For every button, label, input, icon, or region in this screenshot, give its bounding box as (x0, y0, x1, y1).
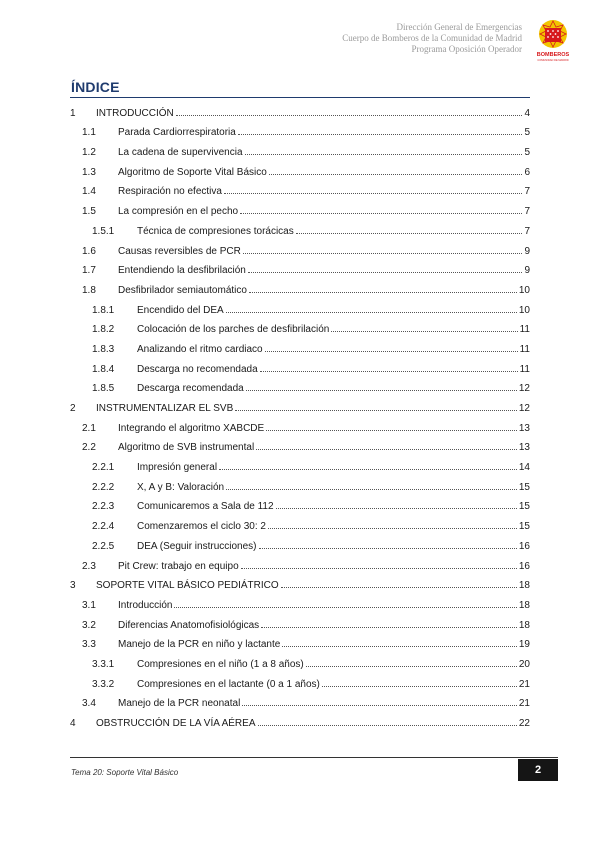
toc-entry-leader (269, 174, 523, 175)
toc-entry[interactable] (70, 493, 530, 513)
toc-entry-page: 21 (518, 698, 530, 710)
toc-entry-title: Impresión general (137, 462, 218, 474)
toc-entry[interactable] (70, 512, 530, 532)
toc-entry-number: 1.7 (82, 265, 96, 277)
toc-entry-leader (249, 292, 517, 293)
toc-entry-leader (306, 666, 517, 667)
toc-entry[interactable] (70, 473, 530, 493)
logo-subtext: COMUNIDAD DE MADRID (537, 59, 569, 62)
toc-entry-title: Pit Crew: trabajo en equipo (118, 560, 239, 572)
toc-entry-page: 11 (519, 324, 530, 336)
toc-entry-title: Introducción (118, 599, 173, 611)
toc-entry-leader (259, 548, 517, 549)
toc-entry-number: 2.2 (82, 442, 96, 454)
toc-entry-number: 3.4 (82, 698, 96, 710)
toc-entry-page: 14 (518, 462, 530, 474)
toc-entry-title: Colocación de los parches de desfibrilación (137, 324, 330, 336)
toc-entry[interactable] (70, 552, 530, 572)
toc-entry-leader (282, 646, 517, 647)
toc-entry[interactable] (70, 99, 530, 119)
toc-entry-number: 2.2.1 (92, 462, 115, 474)
toc-heading: ÍNDICE (71, 79, 120, 95)
toc-entry-page: 21 (518, 678, 530, 690)
toc-entry-number: 1.8.5 (92, 383, 115, 395)
toc-entry-leader (224, 193, 522, 194)
toc-entry-page: 10 (518, 284, 530, 296)
toc-entry-title: Respiración no efectiva (118, 186, 222, 198)
toc-entry-title: Algoritmo de SVB instrumental (118, 442, 255, 454)
toc-entry[interactable] (70, 709, 530, 729)
toc-entry-leader (260, 371, 518, 372)
toc-entry-page: 22 (518, 718, 530, 729)
toc-entry-page: 12 (518, 383, 530, 395)
toc-entry-title: Analizando el ritmo cardiaco (137, 343, 263, 355)
header-line-1: Dirección General de Emergencias (396, 22, 522, 32)
toc-entry-page: 6 (524, 166, 530, 178)
toc-entry-page: 11 (519, 343, 530, 355)
toc-entry-number: 1.5.1 (92, 225, 115, 237)
toc-entry-page: 12 (518, 403, 530, 414)
toc-entry-title: Encendido del DEA (137, 304, 224, 316)
logo-text: BOMBEROS (536, 52, 570, 58)
toc-entry[interactable] (70, 257, 530, 277)
toc-entry-title: DEA (Seguir instrucciones) (137, 540, 257, 552)
toc-entry-number: 4 (70, 718, 76, 729)
toc-entry-leader (245, 154, 523, 155)
toc-entry-leader (235, 410, 517, 411)
toc-entry-page: 9 (524, 245, 530, 257)
toc-entry[interactable] (70, 591, 530, 611)
toc-entry[interactable] (70, 453, 530, 473)
toc-entry-number: 2 (70, 403, 76, 414)
toc-entry-page: 18 (518, 580, 530, 592)
toc-entry-number: 1.5 (82, 206, 96, 218)
toc-entry-number: 2.2.3 (92, 501, 115, 513)
toc-entry-title: X, A y B: Valoración (137, 481, 225, 493)
footer-rule (70, 757, 558, 758)
toc-entry[interactable] (70, 197, 530, 217)
toc-entry-number: 1.8.3 (92, 343, 115, 355)
toc-entry-page: 5 (524, 127, 530, 139)
toc-entry-title: Compresiones en el lactante (0 a 1 años) (137, 678, 320, 690)
toc-entry-leader (258, 725, 517, 726)
toc-entry-number: 3.1 (82, 599, 96, 611)
toc-entry-page: 16 (518, 540, 530, 552)
toc-entry-number: 1.6 (82, 245, 96, 257)
toc-entry-leader (256, 449, 517, 450)
toc-entry-page: 15 (518, 501, 530, 513)
bomberos-logo-icon (533, 18, 573, 64)
header-line-3: Programa Oposición Operador (411, 44, 522, 54)
toc-entry-page: 7 (524, 225, 530, 237)
toc-entry[interactable] (70, 158, 530, 178)
toc-entry-page: 13 (518, 442, 530, 454)
toc-entry-page: 5 (524, 147, 530, 159)
toc-entry-leader (266, 430, 517, 431)
toc-entry-number: 1.1 (82, 127, 96, 139)
toc-entry-leader (246, 390, 517, 391)
toc-entry-leader (226, 312, 517, 313)
toc-entry-page: 18 (518, 599, 530, 611)
toc-entry[interactable] (70, 296, 530, 316)
toc-entry-number: 2.3 (82, 560, 96, 572)
toc-entry-leader (226, 489, 517, 490)
toc-entry-title: Diferencias Anatomofisiológicas (118, 619, 260, 631)
toc-entry-number: 1.3 (82, 166, 96, 178)
toc-entry-leader (276, 508, 517, 509)
toc-entry[interactable] (70, 434, 530, 454)
toc-entry-leader (174, 607, 516, 608)
toc-entry[interactable] (70, 650, 530, 670)
toc-entry-title: INSTRUMENTALIZAR EL SVB (96, 403, 234, 414)
toc-entry[interactable] (70, 178, 530, 198)
toc-entry-page: 15 (518, 521, 530, 533)
toc-entry-number: 2.1 (82, 422, 96, 434)
toc-entry-title: Técnica de compresiones torácicas (137, 225, 294, 237)
toc-entry-title: Compresiones en el niño (1 a 8 años) (137, 658, 304, 670)
toc-entry-title: Descarga recomendada (137, 383, 244, 395)
toc-entry-number: 1.8.4 (92, 363, 115, 375)
toc-entry-number: 1.2 (82, 147, 96, 159)
toc-entry-number: 3.2 (82, 619, 96, 631)
toc-entry[interactable] (70, 414, 530, 434)
toc-entry-title: Desfibrilador semiautomático (118, 284, 247, 296)
toc-entry-leader (296, 233, 523, 234)
toc-entry-page: 4 (524, 107, 530, 119)
toc-entry[interactable] (70, 631, 530, 651)
toc-entry-page: 10 (518, 304, 530, 316)
toc-entry-number: 1 (70, 107, 76, 119)
toc-entry-page: 11 (519, 363, 530, 375)
toc-entry-number: 1.8.1 (92, 304, 115, 316)
toc-entry-number: 3.3.2 (92, 678, 115, 690)
toc-entry-leader (238, 134, 523, 135)
toc-entry[interactable] (70, 611, 530, 631)
toc-entry[interactable] (70, 532, 530, 552)
toc-entry[interactable] (70, 394, 530, 414)
toc-entry-title: La cadena de supervivencia (118, 147, 243, 159)
toc-entry-leader (243, 253, 523, 254)
toc-entry-title: Comenzaremos el ciclo 30: 2 (137, 521, 266, 533)
header-line-2: Cuerpo de Bomberos de la Comunidad de Madrid (342, 33, 522, 43)
toc-entry-title: Comunicaremos a Sala de 112 (137, 501, 274, 513)
toc-entry-number: 1.8.2 (92, 324, 115, 336)
toc-entry-title: OBSTRUCCIÓN DE LA VÍA AÉREA (96, 718, 256, 729)
toc-entry-leader (331, 331, 517, 332)
toc-entry[interactable] (70, 138, 530, 158)
toc-entry[interactable] (70, 119, 530, 139)
toc-entry[interactable] (70, 335, 530, 355)
toc-entry-leader (241, 568, 517, 569)
toc-entry-title: Parada Cardiorrespiratoria (118, 127, 236, 139)
toc-entry[interactable] (70, 355, 530, 375)
toc-entry-leader (248, 272, 523, 273)
toc-entry-leader (176, 115, 523, 116)
toc-entry-leader (265, 351, 518, 352)
toc-entry-title: Causas reversibles de PCR (118, 245, 241, 257)
toc-entry-leader (219, 469, 517, 470)
toc-entry-leader (322, 686, 517, 687)
toc-entry[interactable] (70, 670, 530, 690)
toc-entry[interactable] (70, 316, 530, 336)
toc-entry-title: Manejo de la PCR neonatal (118, 698, 241, 710)
toc-entry-title: Entendiendo la desfibrilación (118, 265, 246, 277)
toc-entry[interactable] (70, 375, 530, 395)
toc-entry-title: Manejo de la PCR en niño y lactante (118, 639, 281, 651)
toc-entry-number: 3.3 (82, 639, 96, 651)
toc-entry-number: 3 (70, 580, 76, 592)
toc-entry-leader (261, 627, 517, 628)
toc-entry-number: 3.3.1 (92, 658, 115, 670)
toc-entry-page: 16 (518, 560, 530, 572)
toc-entry-page: 18 (518, 619, 530, 631)
toc-entry-page: 7 (524, 186, 530, 198)
page-number: 2 (518, 759, 558, 781)
toc-entry-leader (281, 587, 517, 588)
toc-entry[interactable] (70, 572, 530, 592)
toc-entry-number: 2.2.4 (92, 521, 115, 533)
toc-entry-title: La compresión en el pecho (118, 206, 239, 218)
toc-entry-number: 2.2.5 (92, 540, 115, 552)
toc-entry[interactable] (70, 237, 530, 257)
table-of-contents (70, 99, 530, 729)
toc-entry-page: 19 (518, 639, 530, 651)
toc-entry-page: 20 (518, 658, 530, 670)
toc-entry-title: Descarga no recomendada (137, 363, 258, 375)
toc-entry-leader (242, 705, 517, 706)
toc-entry-title: SOPORTE VITAL BÁSICO PEDIÁTRICO (96, 580, 279, 592)
toc-entry-title: Algoritmo de Soporte Vital Básico (118, 166, 267, 178)
toc-entry-number: 1.8 (82, 284, 96, 296)
toc-entry-leader (240, 213, 522, 214)
toc-entry-number: 2.2.2 (92, 481, 115, 493)
toc-entry-title: INTRODUCCIÓN (96, 107, 174, 119)
toc-entry-page: 15 (518, 481, 530, 493)
toc-entry-leader (268, 528, 517, 529)
page-header (342, 22, 522, 55)
toc-entry-page: 13 (518, 422, 530, 434)
toc-entry[interactable] (70, 276, 530, 296)
toc-entry-page: 9 (524, 265, 530, 277)
toc-entry[interactable] (70, 690, 530, 710)
toc-entry-title: Integrando el algoritmo XABCDE (118, 422, 265, 434)
footer-text: Tema 20: Soporte Vital Básico (71, 768, 179, 777)
toc-entry-page: 7 (524, 206, 530, 218)
toc-entry[interactable] (70, 217, 530, 237)
toc-entry-number: 1.4 (82, 186, 96, 198)
toc-heading-rule (70, 97, 530, 98)
